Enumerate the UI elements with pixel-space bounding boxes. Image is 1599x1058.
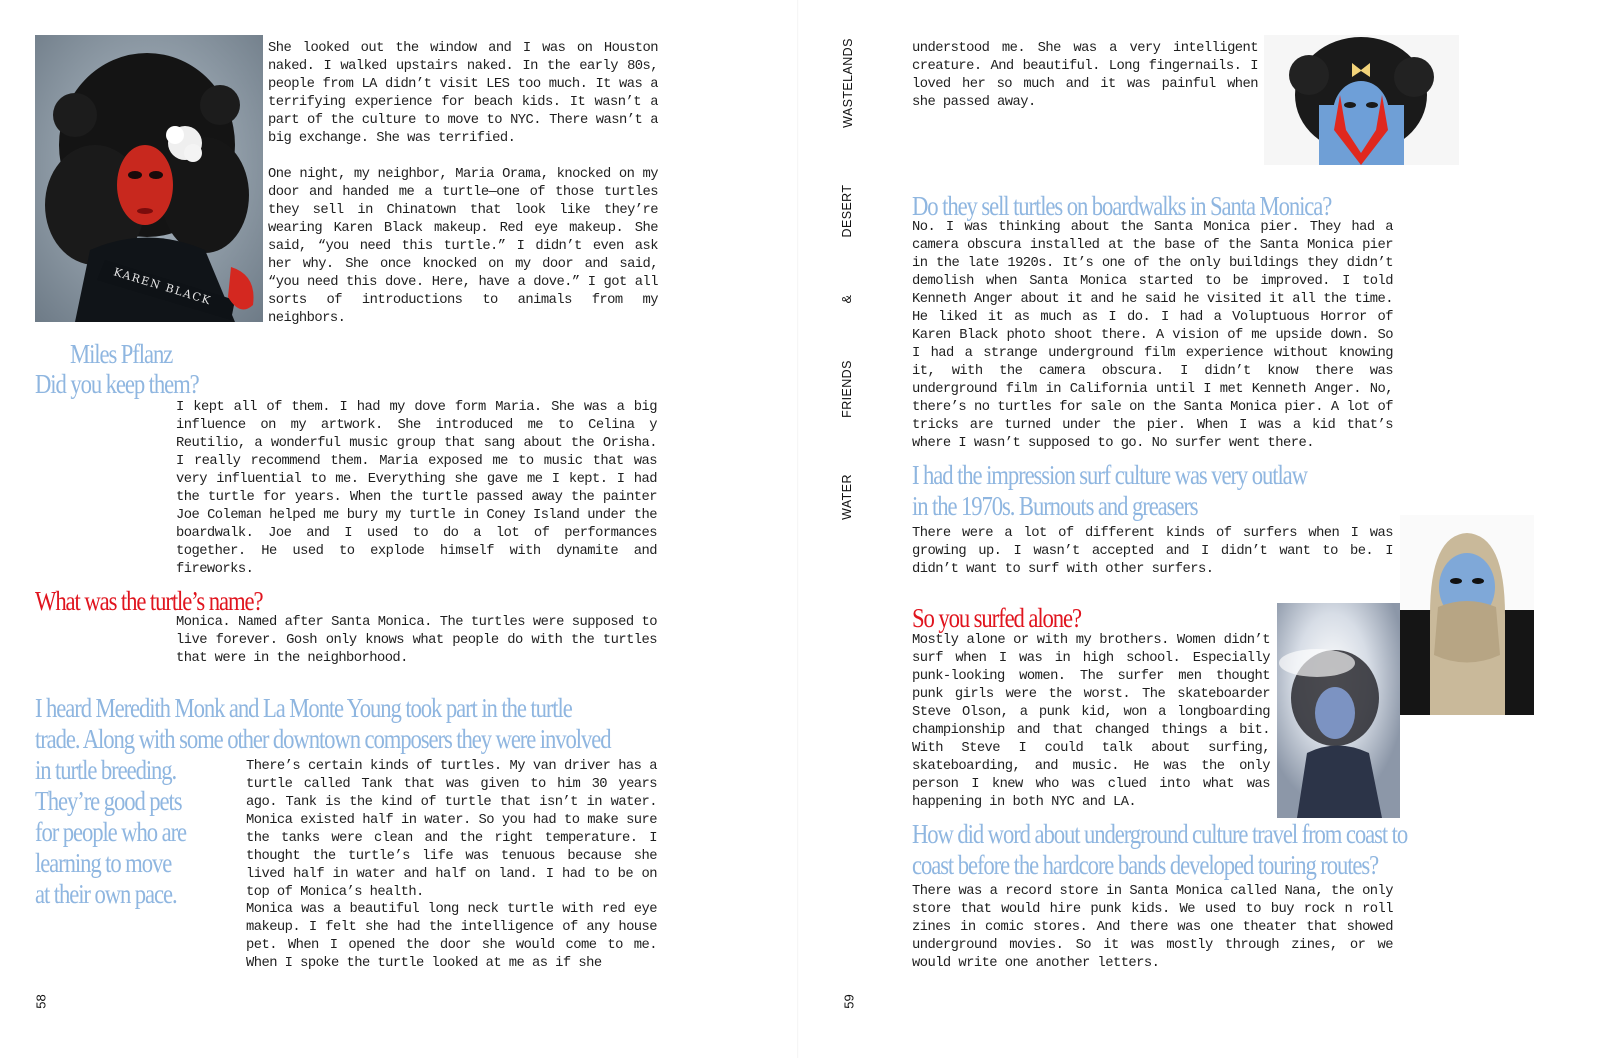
answer-keep-them: I kept all of them. I had my dove form Maria. She was a big influence on my artwork. She introduced me to Celina y Reutilio, a wonderful music group that sang about the Orisha. I really recommend them. Maria exposed me to music that was very influential to me. Everything she gave me I kept. I had the turtle for years. When the turtle passed away the painter Joe Coleman helped me bury my turtle in Coney Island under the boardwalk. Joe and I used to do a lot of performances together. He used to explode himself with dynamite and fireworks. [176,400,657,577]
running-title-friends: FRIENDS [839,360,854,418]
question-underground-culture-line-2: coast before the hardcore bands developed touring routes? [912,850,1379,880]
answer-underground-culture: There was a record store in Santa Monica called Nana, the only store that would hire punk kids. We used to buy rock n roll zines in comic stores. And there was one theater that showed underground movies. So it was mostly through zines, or we would write one another letters. [912,884,1393,971]
karen-black-portrait-photo [35,35,263,322]
answer-turtle-name: Monica. Named after Santa Monica. The turtles were supposed to live forever. Gosh only knows what people do with the turtles that were in the neighborhood. [176,615,657,666]
question-turtle-trade-line-2: trade. Along with some other downtown composers they were involved [35,724,611,754]
intro-paragraph-2: One night, my neighbor, Maria Orama, knocked on my door and handed me a turtle—one of those turtles they sell in Chinatown that look like they’re wearing Karen Black makeup. Red eye makeup. She said, “you need this turtle.” I didn’t even ask her why. She once knocked on my door and said, “you need this dove. Here, have a dove.” I got all sorts of introductions to animals from my neighbors. [268,167,658,326]
page-number-right: 59 [841,994,857,1009]
answer-surfed-alone: Mostly alone or with my brothers. Women didn’t surf when I was in high school. Especially punk-looking women. The surfer men thought punk girls were the worst. The skateboarder Steve Olson, a punk kid, won a longboarding championship and that changed things a bit. With Steve I could talk about surfing, skateboarding, and music. He was the only person I knew who was clued into what was happening in both NYC and LA. [912,633,1270,810]
question-turtle-trade-line-4: They’re good pets [35,786,182,816]
question-turtle-trade-line-6: learning to move [35,848,172,878]
question-turtle-name: What was the turtle’s name? [35,586,263,616]
running-title-ampersand: & [839,294,854,304]
hooded-figure-photo [1400,515,1534,715]
answer-boardwalks: No. I was thinking about the Santa Monica pier. They had a camera obscura installed at the base of the Santa Monica pier in the late 1920s. It’s one of the only buildings they didn’t demolish when Santa Monica started to be improved. I told Kenneth Anger about it and he said he visited it all the time. He liked it as much as I do. I had a Voluptuous Horror of Karen Black photo shoot there. A vision of me upside down. So I had a strange underground film experience without knowing it, with the camera obscura. I didn’t know there was underground film in California until I met Kenneth Anger. No, there’s no turtles for sale on the Santa Monica pier. A lot of tricks are turned under the pier. When I was a kid that’s where I wasn’t supposed to go. No surfer went there. [912,220,1393,451]
sleeve-text: KAREN BLACK [112,265,214,308]
question-keep-them: Did you keep them? [35,369,199,399]
right-page [799,0,1599,1058]
page-number-left: 58 [33,994,49,1009]
interviewer-name: Miles Pflanz [70,339,173,369]
answer-surf-culture: There were a lot of different kinds of surfers when I was growing up. I wasn’t accepted and I didn’t want to be. I didn’t want to surf with other surfers. [912,526,1393,577]
running-title-wastelands: WASTELANDS [840,38,855,128]
answer-monica-description: Monica was a beautiful long neck turtle with red eye makeup. I felt she had the intelligence of any house pet. When I opened the door she would come to me. When I spoke the turtle looked at me as if she [246,902,657,971]
question-surf-culture-line-2: in the 1970s. Burnouts and greasers [912,491,1198,521]
question-surfed-alone: So you surfed alone? [912,603,1082,633]
question-underground-culture-line-1: How did word about underground culture travel from coast to [912,819,1408,849]
running-title-water: WATER [839,474,854,520]
blue-face-bow-photo [1264,35,1459,165]
blurred-performer-photo [1277,603,1400,818]
intro-paragraph-1: She looked out the window and I was on Houston naked. I walked upstairs naked. In the early 80s, people from LA didn’t visit LES too much. It was a terrifying experience for beach kids. It wasn’t a part of the culture to move to NYC. There wasn’t a big exchange. She was terrified. [268,41,658,146]
question-turtle-trade-line-5: for people who are [35,817,187,847]
question-surf-culture-line-1: I had the impression surf culture was very outlaw [912,460,1307,490]
question-turtle-trade-line-7: at their own pace. [35,879,177,909]
intro-continued: understood me. She was a very intelligent creature. And beautiful. Long fingernails. I loved her so much and it was painful when she passed away. [912,41,1258,110]
running-title-desert: DESERT [839,184,854,238]
answer-turtle-kinds: There’s certain kinds of turtles. My van driver has a turtle called Tank that was given to him 30 years ago. Tank is the kind of turtle that isn’t in water. Monica existed half in water. So you had to make sure the tanks were clean and the right temperature. I thought the turtle’s life was tenuous because she lived half in water and half on land. I had to be on top of Monica’s health. [246,759,657,900]
left-page [0,0,799,1058]
question-boardwalks: Do they sell turtles on boardwalks in Santa Monica? [912,191,1332,221]
question-turtle-trade-line-1: I heard Meredith Monk and La Monte Young took part in the turtle [35,693,572,723]
question-turtle-trade-line-3: in turtle breeding. [35,755,177,785]
